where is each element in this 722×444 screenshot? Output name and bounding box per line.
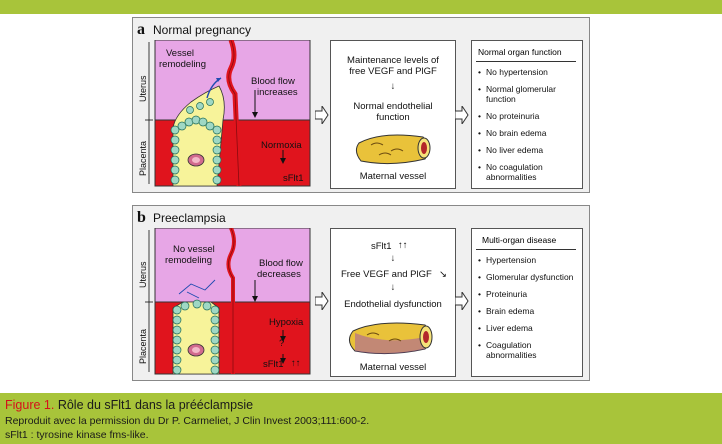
panel-title: Preeclampsia [153, 211, 226, 225]
vessel-remodeling-text-1: Vessel [166, 48, 194, 59]
mechanism-box [330, 228, 456, 377]
mechanism-line-3: Endothelial dysfunction [344, 299, 442, 310]
outcome-list [478, 255, 578, 360]
outcome-title: Multi-organ disease [482, 235, 557, 245]
question-mark: ? [279, 338, 285, 349]
outcome-item: • No brain edema [478, 128, 578, 138]
placenta-label: Placenta [138, 328, 148, 364]
placenta-label: Placenta [138, 140, 148, 176]
outcome-title: Normal organ function [478, 47, 562, 57]
outcome-item: • Hypertension [478, 255, 578, 265]
mechanism-line-2: Free VEGF and PlGF [341, 269, 432, 280]
outcome-item: • No coagulation abnormalities [478, 162, 578, 182]
down-arrow-icon: ↓ [390, 282, 396, 293]
uterus-label: Uterus [138, 261, 148, 288]
up-arrows-icon: ↑↑ [291, 358, 301, 369]
vessel-remodeling-text-2: remodeling [165, 255, 212, 266]
vessel-caption: Maternal vessel [359, 171, 427, 182]
outcome-item: • Liver edema [478, 323, 578, 333]
panel-letter: b [137, 209, 146, 226]
mechanism-box [330, 40, 456, 189]
figure-source: Reproduit avec la permission du Dr P. Carmeliet, J Clin Invest 2003;111:600-2. [5, 415, 370, 427]
outcome-item: • No proteinuria [478, 111, 578, 121]
outcome-divider [476, 249, 576, 250]
hypoxia-label: Hypoxia [269, 317, 304, 328]
figure-label: Figure 1. [5, 398, 55, 412]
mechanism-line-4: function [376, 112, 410, 123]
mechanism-line-1: sFlt1 [371, 241, 392, 252]
vessel-remodeling-text-2: remodeling [159, 59, 206, 70]
maternal-vessel-icon [345, 317, 441, 359]
outcome-item: • Coagulation abnormalities [478, 340, 578, 360]
uterus-label: Uterus [138, 75, 148, 102]
arrow-right-icon [315, 106, 329, 124]
outcome-list [478, 67, 578, 182]
uterus-placenta-illustration [135, 228, 315, 376]
arrow-right-icon [455, 292, 469, 310]
arrow-right-icon [315, 292, 329, 310]
down-trend-icon: ↘ [439, 269, 447, 280]
outcome-item: • No hypertension [478, 67, 578, 77]
panel-preeclampsia [132, 205, 590, 381]
arrow-right-icon [455, 106, 469, 124]
figure-abbreviation: sFlt1 : tyrosine kinase fms-like. [5, 429, 149, 441]
outcome-divider [476, 61, 576, 62]
mechanism-line-1: Maintenance levels of [347, 55, 439, 66]
outcome-box [471, 228, 583, 377]
sflt1-label: sFlt1 [283, 173, 304, 184]
outcome-item: • Brain edema [478, 306, 578, 316]
blood-flow-text-2: decreases [257, 269, 301, 280]
normoxia-label: Normoxia [261, 140, 302, 151]
vessel-caption: Maternal vessel [359, 362, 427, 373]
top-banner [0, 0, 722, 14]
panel-letter: a [137, 21, 145, 38]
figure-caption-title [5, 398, 253, 412]
mechanism-line-2: free VEGF and PlGF [349, 66, 437, 77]
outcome-box [471, 40, 583, 189]
outcome-item: • Proteinuria [478, 289, 578, 299]
sflt1-label: sFlt1 [263, 359, 284, 370]
blood-flow-text-1: Blood flow [259, 258, 303, 269]
panel-title: Normal pregnancy [153, 23, 252, 37]
down-arrow-icon: ↓ [390, 81, 396, 92]
blood-flow-text-2: increases [257, 87, 298, 98]
outcome-item: • Glomerular dysfunction [478, 272, 578, 282]
figure-title: Rôle du sFlt1 dans la prééclampsie [57, 398, 254, 412]
outcome-item: • Normal glomerular function [478, 84, 578, 104]
down-arrow-icon: ↓ [390, 253, 396, 264]
up-arrows-icon: ↑↑ [398, 240, 408, 251]
maternal-vessel-icon [351, 129, 437, 169]
outcome-item: • No liver edema [478, 145, 578, 155]
vessel-remodeling-text-1: No vessel [173, 244, 215, 255]
panel-normal-pregnancy [132, 17, 590, 193]
blood-flow-text-1: Blood flow [251, 76, 295, 87]
mechanism-line-3: Normal endothelial [353, 101, 433, 112]
